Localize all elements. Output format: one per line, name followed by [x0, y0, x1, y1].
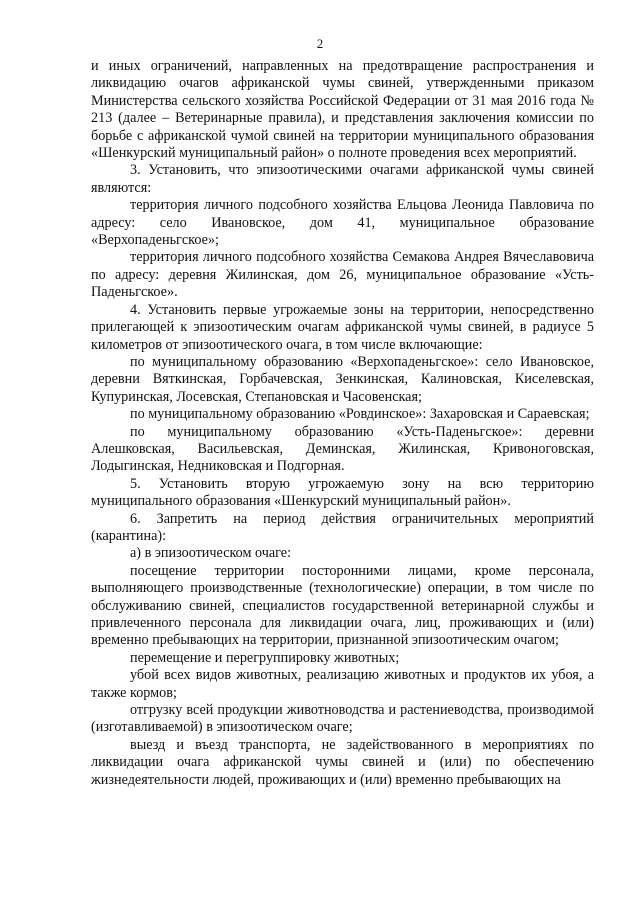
paragraph: а) в эпизоотическом очаге: [130, 545, 292, 562]
paragraph: территория личного подсобного хозяйства Ельцова Леонида Павловича по адресу: село Ивановское, дом 41, муниципальное образование «Верхопаденьгское»; [91, 197, 594, 249]
paragraph: перемещение и перегруппировку животных; [130, 649, 400, 666]
document-body [91, 58, 594, 789]
paragraph: 5. Установить вторую угрожаемую зону на всю территорию муниципального образования «Шенкурский муниципальный район». [91, 475, 594, 510]
page-number: 2 [316, 36, 324, 51]
paragraph: 6. Запретить на период действия ограничительных мероприятий (карантина): [91, 510, 594, 544]
paragraph: и иных ограничений, направленных на предотвращение распространения и ликвидацию очагов африканской чумы свиней, утвержденными приказом Министерства сельского хозяйства Российской Федерации от 31 мая 2016 года № 213 (далее – Ветеринарные правила), и представления заключения комиссии по борьбе с африканской чумой свиней на территории муниципального образования «Шенкурский муниципальный район» о полноте проведения всех мероприятий. [91, 58, 594, 162]
paragraph: выезд и въезд транспорта, не задействованного в мероприятиях по ликвидации очага африканской чумы свиней и (или) по обеспечению жизнедеятельности людей, проживающих и (или) временно пребывающих на [91, 736, 594, 788]
paragraph: по муниципальному образованию «Ровдинское»: Захаровская и Сараевская; [130, 406, 590, 423]
paragraph: 3. Установить, что эпизоотическими очагами африканской чумы свиней являются: [91, 162, 594, 196]
paragraph: по муниципальному образованию «Усть-Паденьгское»: деревни Алешковская, Васильевская, Деминская, Жилинская, Кривоноговская, Лодыгинская, Недниковская и Подгорная. [91, 423, 594, 475]
paragraph: отгрузку всей продукции животноводства и растениеводства, производимой (изготавливаемой) в эпизоотическом очаге; [91, 702, 594, 736]
paragraph: убой всех видов животных, реализацию животных и продуктов их убоя, а также кормов; [91, 667, 594, 701]
paragraph: 4. Установить первые угрожаемые зоны на территории, непосредственно прилегающей к эпизоотическим очагам африканской чумы свиней, в радиусе 5 километров от эпизоотического очага, в том числе включающие: [91, 301, 594, 353]
paragraph: территория личного подсобного хозяйства Семакова Андрея Вячеславовича по адресу: деревня Жилинская, дом 26, муниципальное образование «Усть-Паденьгское». [91, 249, 594, 301]
paragraph: посещение территории посторонними лицами, кроме персонала, выполняющего производственные (технологические) операции, в том числе по обслуживанию свиней, специалистов государственной ветеринарной службы и привлеченного персонала для ликвидации очага, лиц, проживающих и (или) временно пребывающих на территории, признанной эпизоотическим очагом; [91, 562, 594, 649]
paragraph: по муниципальному образованию «Верхопаденьгское»: село Ивановское, деревни Вяткинская, Горбачевская, Зенкинская, Калиновская, Киселевская, Купуринская, Лосевская, Степановская и Часовенская; [91, 353, 594, 405]
